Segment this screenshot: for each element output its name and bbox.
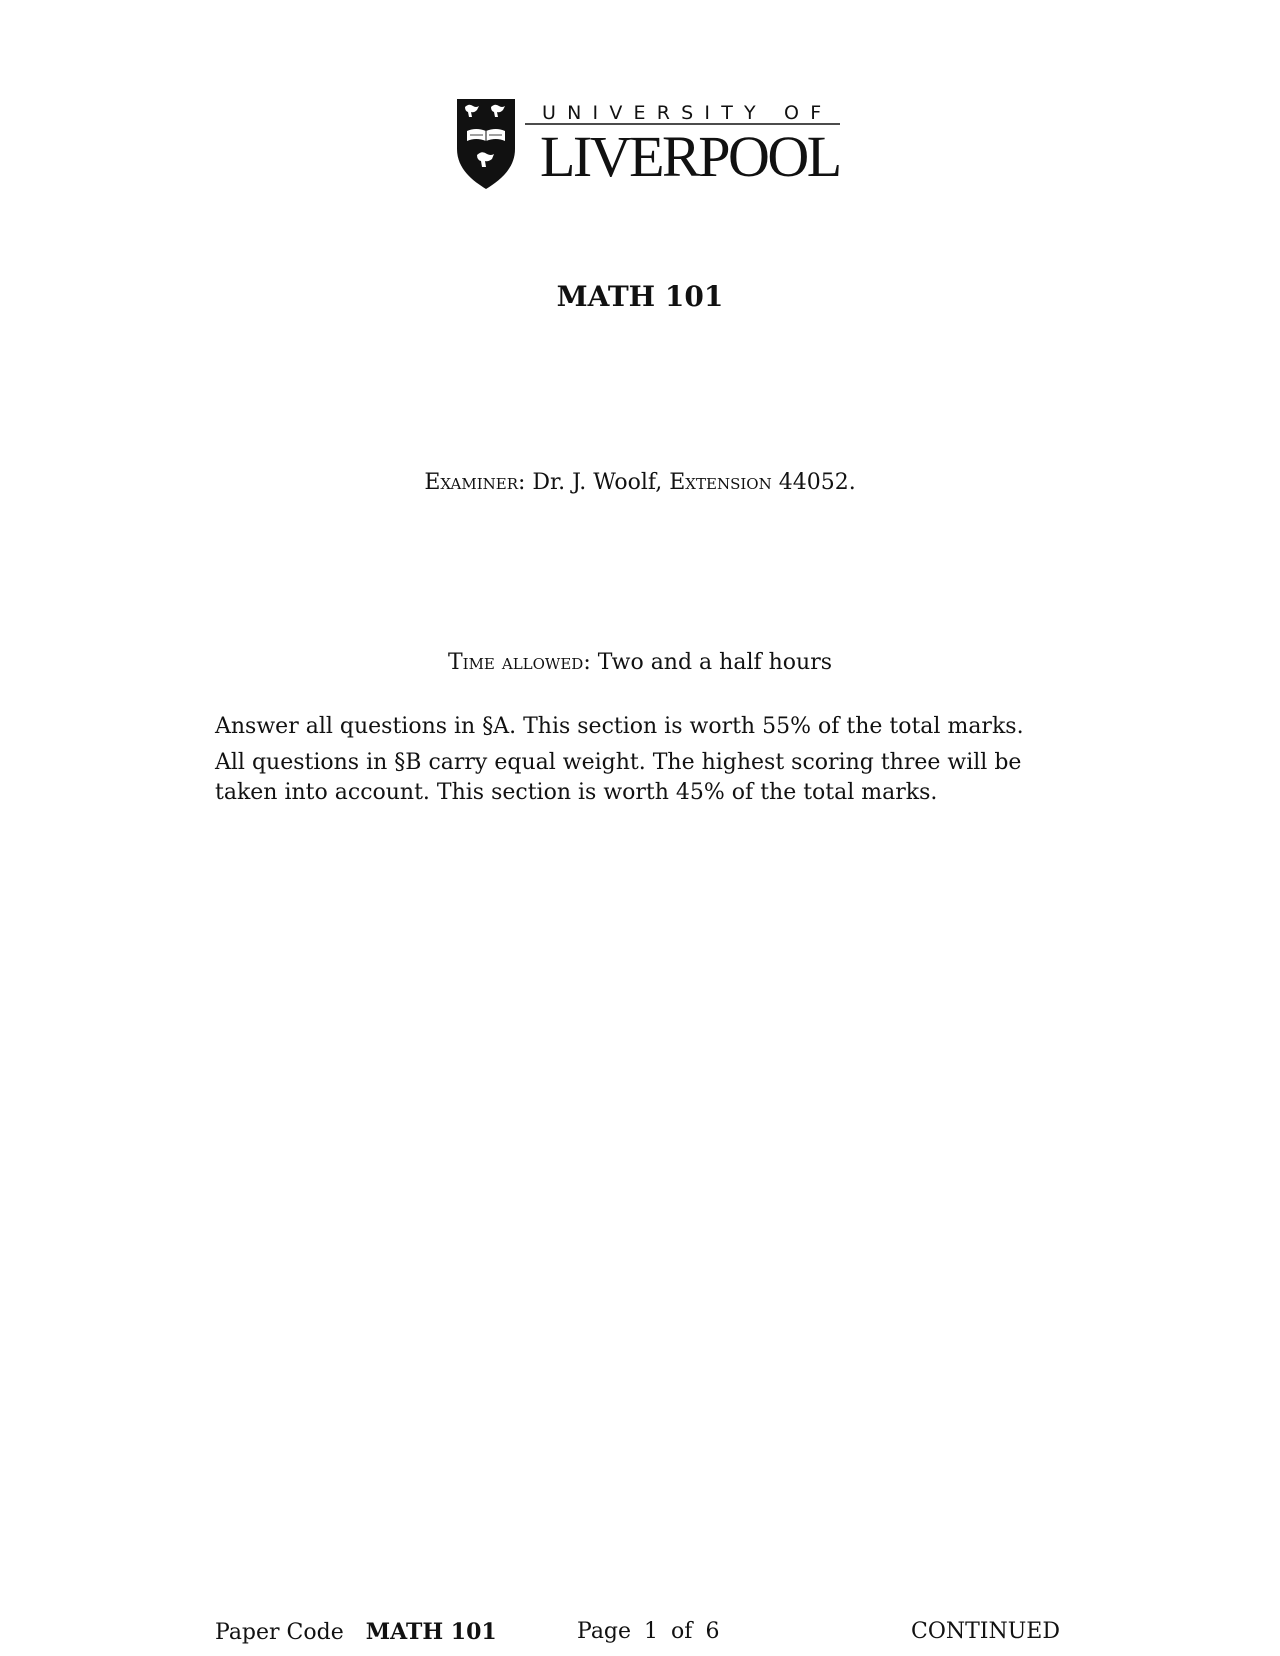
logo-liverpool-text: LIVERPOOL: [540, 124, 840, 189]
footer-continued: CONTINUED: [911, 1619, 1060, 1644]
page-label: Page: [577, 1619, 632, 1644]
examiner-name: Dr. J. Woolf,: [532, 470, 663, 495]
footer-paper-code: [215, 1618, 497, 1647]
extension-label: Extension: [669, 470, 772, 495]
page-total: 6: [705, 1619, 720, 1644]
instruction-section-a: Answer all questions in §A. This section is worth 55% of the total marks.: [215, 714, 1024, 739]
paper-code-value: MATH 101: [365, 1619, 497, 1645]
time-allowed-value: Two and a half hours: [597, 650, 833, 675]
extension-number: 44052.: [778, 470, 856, 495]
paper-code-label: Paper Code: [215, 1620, 344, 1645]
time-allowed-line: [0, 649, 1280, 677]
page-of: of: [671, 1619, 693, 1644]
page-current: 1: [644, 1619, 659, 1644]
examiner-line: [0, 469, 1280, 497]
footer-page-number: [577, 1618, 719, 1646]
exam-title: MATH 101: [556, 280, 724, 313]
examiner-label: Examiner:: [424, 470, 526, 495]
instruction-section-b: All questions in §B carry equal weight. The highest scoring three will be taken into account. This section is worth 45% of the total marks.: [215, 750, 1022, 805]
time-allowed-label: Time allowed:: [447, 650, 591, 675]
logo-university-text: UNIVERSITY OF: [542, 102, 833, 124]
